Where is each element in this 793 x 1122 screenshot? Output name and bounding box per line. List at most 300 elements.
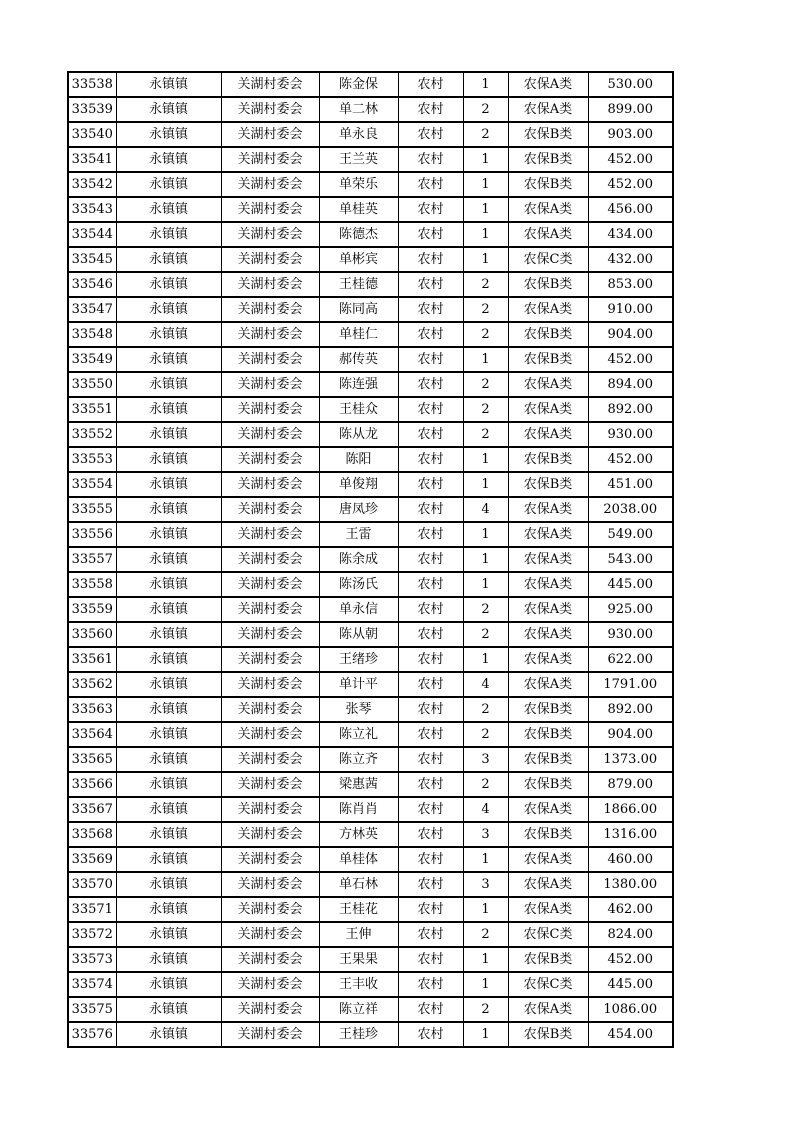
insurance-category-cell: 农保A类 — [508, 547, 588, 572]
town-cell: 永镇镇 — [116, 797, 221, 822]
village-committee-cell: 关湖村委会 — [221, 847, 319, 872]
household-type-cell: 农村 — [398, 197, 463, 222]
amount-cell: 460.00 — [588, 847, 673, 872]
insurance-category-cell: 农保B类 — [508, 1022, 588, 1047]
insurance-category-cell: 农保A类 — [508, 497, 588, 522]
town-cell: 永镇镇 — [116, 547, 221, 572]
serial-number-cell: 33551 — [68, 397, 116, 422]
serial-number-cell: 33564 — [68, 722, 116, 747]
serial-number-cell: 33566 — [68, 772, 116, 797]
village-committee-cell: 关湖村委会 — [221, 347, 319, 372]
amount-cell: 1791.00 — [588, 672, 673, 697]
serial-number-cell: 33568 — [68, 822, 116, 847]
village-committee-cell: 关湖村委会 — [221, 447, 319, 472]
household-type-cell: 农村 — [398, 897, 463, 922]
person-name-cell: 陈德杰 — [319, 222, 398, 247]
table-row — [68, 622, 673, 647]
town-cell: 永镇镇 — [116, 247, 221, 272]
person-count-cell: 2 — [463, 997, 508, 1022]
town-cell: 永镇镇 — [116, 397, 221, 422]
village-committee-cell: 关湖村委会 — [221, 297, 319, 322]
village-committee-cell: 关湖村委会 — [221, 897, 319, 922]
household-type-cell: 农村 — [398, 97, 463, 122]
village-committee-cell: 关湖村委会 — [221, 97, 319, 122]
serial-number-cell: 33572 — [68, 922, 116, 947]
household-type-cell: 农村 — [398, 797, 463, 822]
benefits-table — [67, 71, 674, 1048]
village-committee-cell: 关湖村委会 — [221, 872, 319, 897]
person-count-cell: 2 — [463, 297, 508, 322]
village-committee-cell: 关湖村委会 — [221, 497, 319, 522]
amount-cell: 530.00 — [588, 72, 673, 97]
serial-number-cell: 33549 — [68, 347, 116, 372]
amount-cell: 853.00 — [588, 272, 673, 297]
person-name-cell: 陈汤氏 — [319, 572, 398, 597]
household-type-cell: 农村 — [398, 322, 463, 347]
person-count-cell: 1 — [463, 347, 508, 372]
person-count-cell: 1 — [463, 522, 508, 547]
village-committee-cell: 关湖村委会 — [221, 597, 319, 622]
person-count-cell: 4 — [463, 672, 508, 697]
town-cell: 永镇镇 — [116, 122, 221, 147]
village-committee-cell: 关湖村委会 — [221, 622, 319, 647]
town-cell: 永镇镇 — [116, 897, 221, 922]
insurance-category-cell: 农保B类 — [508, 947, 588, 972]
insurance-category-cell: 农保B类 — [508, 172, 588, 197]
amount-cell: 1373.00 — [588, 747, 673, 772]
insurance-category-cell: 农保C类 — [508, 247, 588, 272]
town-cell: 永镇镇 — [116, 447, 221, 472]
household-type-cell: 农村 — [398, 297, 463, 322]
person-name-cell: 单永良 — [319, 122, 398, 147]
person-name-cell: 王伸 — [319, 922, 398, 947]
insurance-category-cell: 农保B类 — [508, 747, 588, 772]
serial-number-cell: 33552 — [68, 422, 116, 447]
insurance-category-cell: 农保A类 — [508, 847, 588, 872]
table-row — [68, 97, 673, 122]
person-name-cell: 单彬宾 — [319, 247, 398, 272]
insurance-category-cell: 农保B类 — [508, 722, 588, 747]
amount-cell: 903.00 — [588, 122, 673, 147]
serial-number-cell: 33571 — [68, 897, 116, 922]
household-type-cell: 农村 — [398, 222, 463, 247]
amount-cell: 432.00 — [588, 247, 673, 272]
table-row — [68, 147, 673, 172]
insurance-category-cell: 农保A类 — [508, 97, 588, 122]
table-row — [68, 572, 673, 597]
amount-cell: 925.00 — [588, 597, 673, 622]
amount-cell: 894.00 — [588, 372, 673, 397]
village-committee-cell: 关湖村委会 — [221, 772, 319, 797]
table-row — [68, 222, 673, 247]
amount-cell: 904.00 — [588, 722, 673, 747]
amount-cell: 1380.00 — [588, 872, 673, 897]
town-cell: 永镇镇 — [116, 722, 221, 747]
town-cell: 永镇镇 — [116, 97, 221, 122]
person-name-cell: 王丰收 — [319, 972, 398, 997]
table-row — [68, 272, 673, 297]
table-row — [68, 647, 673, 672]
person-name-cell: 单桂体 — [319, 847, 398, 872]
town-cell: 永镇镇 — [116, 497, 221, 522]
village-committee-cell: 关湖村委会 — [221, 947, 319, 972]
person-count-cell: 1 — [463, 72, 508, 97]
person-count-cell: 1 — [463, 172, 508, 197]
village-committee-cell: 关湖村委会 — [221, 397, 319, 422]
town-cell: 永镇镇 — [116, 922, 221, 947]
person-name-cell: 王桂众 — [319, 397, 398, 422]
household-type-cell: 农村 — [398, 747, 463, 772]
table-row — [68, 422, 673, 447]
person-name-cell: 梁惠茜 — [319, 772, 398, 797]
insurance-category-cell: 农保A类 — [508, 597, 588, 622]
table-row — [68, 322, 673, 347]
insurance-category-cell: 农保C类 — [508, 922, 588, 947]
insurance-category-cell: 农保A类 — [508, 897, 588, 922]
person-name-cell: 王桂德 — [319, 272, 398, 297]
amount-cell: 904.00 — [588, 322, 673, 347]
serial-number-cell: 33565 — [68, 747, 116, 772]
town-cell: 永镇镇 — [116, 697, 221, 722]
town-cell: 永镇镇 — [116, 372, 221, 397]
person-count-cell: 1 — [463, 222, 508, 247]
insurance-category-cell: 农保A类 — [508, 872, 588, 897]
serial-number-cell: 33544 — [68, 222, 116, 247]
table-row — [68, 122, 673, 147]
person-name-cell: 张琴 — [319, 697, 398, 722]
town-cell: 永镇镇 — [116, 272, 221, 297]
town-cell: 永镇镇 — [116, 222, 221, 247]
household-type-cell: 农村 — [398, 272, 463, 297]
person-count-cell: 1 — [463, 897, 508, 922]
amount-cell: 930.00 — [588, 422, 673, 447]
person-count-cell: 1 — [463, 472, 508, 497]
amount-cell: 462.00 — [588, 897, 673, 922]
town-cell: 永镇镇 — [116, 822, 221, 847]
household-type-cell: 农村 — [398, 772, 463, 797]
serial-number-cell: 33539 — [68, 97, 116, 122]
person-count-cell: 1 — [463, 647, 508, 672]
town-cell: 永镇镇 — [116, 622, 221, 647]
village-committee-cell: 关湖村委会 — [221, 472, 319, 497]
household-type-cell: 农村 — [398, 722, 463, 747]
village-committee-cell: 关湖村委会 — [221, 997, 319, 1022]
town-cell: 永镇镇 — [116, 672, 221, 697]
table-row — [68, 797, 673, 822]
person-count-cell: 2 — [463, 922, 508, 947]
household-type-cell: 农村 — [398, 372, 463, 397]
serial-number-cell: 33574 — [68, 972, 116, 997]
amount-cell: 622.00 — [588, 647, 673, 672]
insurance-category-cell: 农保A类 — [508, 672, 588, 697]
person-name-cell: 单桂仁 — [319, 322, 398, 347]
table-row — [68, 397, 673, 422]
household-type-cell: 农村 — [398, 697, 463, 722]
household-type-cell: 农村 — [398, 247, 463, 272]
village-committee-cell: 关湖村委会 — [221, 747, 319, 772]
person-count-cell: 1 — [463, 947, 508, 972]
insurance-category-cell: 农保A类 — [508, 372, 588, 397]
village-committee-cell: 关湖村委会 — [221, 272, 319, 297]
serial-number-cell: 33570 — [68, 872, 116, 897]
insurance-category-cell: 农保A类 — [508, 197, 588, 222]
person-name-cell: 陈金保 — [319, 72, 398, 97]
town-cell: 永镇镇 — [116, 422, 221, 447]
insurance-category-cell: 农保A类 — [508, 422, 588, 447]
person-name-cell: 陈从龙 — [319, 422, 398, 447]
insurance-category-cell: 农保A类 — [508, 622, 588, 647]
town-cell: 永镇镇 — [116, 172, 221, 197]
amount-cell: 543.00 — [588, 547, 673, 572]
serial-number-cell: 33550 — [68, 372, 116, 397]
serial-number-cell: 33567 — [68, 797, 116, 822]
village-committee-cell: 关湖村委会 — [221, 922, 319, 947]
village-committee-cell: 关湖村委会 — [221, 547, 319, 572]
village-committee-cell: 关湖村委会 — [221, 222, 319, 247]
person-name-cell: 陈从朝 — [319, 622, 398, 647]
amount-cell: 1316.00 — [588, 822, 673, 847]
household-type-cell: 农村 — [398, 972, 463, 997]
serial-number-cell: 33541 — [68, 147, 116, 172]
serial-number-cell: 33556 — [68, 522, 116, 547]
person-count-cell: 1 — [463, 1022, 508, 1047]
insurance-category-cell: 农保A类 — [508, 522, 588, 547]
table-row — [68, 897, 673, 922]
table-row — [68, 997, 673, 1022]
table-row — [68, 1022, 673, 1047]
table-row — [68, 72, 673, 97]
serial-number-cell: 33540 — [68, 122, 116, 147]
household-type-cell: 农村 — [398, 397, 463, 422]
amount-cell: 899.00 — [588, 97, 673, 122]
village-committee-cell: 关湖村委会 — [221, 572, 319, 597]
person-count-cell: 2 — [463, 272, 508, 297]
household-type-cell: 农村 — [398, 122, 463, 147]
household-type-cell: 农村 — [398, 472, 463, 497]
household-type-cell: 农村 — [398, 572, 463, 597]
table-row — [68, 847, 673, 872]
insurance-category-cell: 农保A类 — [508, 997, 588, 1022]
village-committee-cell: 关湖村委会 — [221, 322, 319, 347]
village-committee-cell: 关湖村委会 — [221, 647, 319, 672]
amount-cell: 452.00 — [588, 172, 673, 197]
serial-number-cell: 33547 — [68, 297, 116, 322]
household-type-cell: 农村 — [398, 172, 463, 197]
person-name-cell: 单石林 — [319, 872, 398, 897]
person-count-cell: 1 — [463, 247, 508, 272]
town-cell: 永镇镇 — [116, 72, 221, 97]
person-name-cell: 单永信 — [319, 597, 398, 622]
town-cell: 永镇镇 — [116, 997, 221, 1022]
insurance-category-cell: 农保B类 — [508, 822, 588, 847]
table-row — [68, 297, 673, 322]
person-name-cell: 单荣乐 — [319, 172, 398, 197]
household-type-cell: 农村 — [398, 947, 463, 972]
person-count-cell: 3 — [463, 822, 508, 847]
person-name-cell: 陈立齐 — [319, 747, 398, 772]
person-name-cell: 方林英 — [319, 822, 398, 847]
serial-number-cell: 33542 — [68, 172, 116, 197]
amount-cell: 910.00 — [588, 297, 673, 322]
serial-number-cell: 33538 — [68, 72, 116, 97]
person-count-cell: 2 — [463, 97, 508, 122]
person-count-cell: 2 — [463, 722, 508, 747]
serial-number-cell: 33557 — [68, 547, 116, 572]
insurance-category-cell: 农保B类 — [508, 147, 588, 172]
serial-number-cell: 33558 — [68, 572, 116, 597]
serial-number-cell: 33575 — [68, 997, 116, 1022]
town-cell: 永镇镇 — [116, 472, 221, 497]
serial-number-cell: 33563 — [68, 697, 116, 722]
village-committee-cell: 关湖村委会 — [221, 422, 319, 447]
village-committee-cell: 关湖村委会 — [221, 822, 319, 847]
person-name-cell: 单桂英 — [319, 197, 398, 222]
amount-cell: 2038.00 — [588, 497, 673, 522]
person-count-cell: 2 — [463, 122, 508, 147]
table-body — [68, 72, 673, 1047]
person-count-cell: 3 — [463, 747, 508, 772]
person-name-cell: 单俊翔 — [319, 472, 398, 497]
town-cell: 永镇镇 — [116, 1022, 221, 1047]
town-cell: 永镇镇 — [116, 197, 221, 222]
village-committee-cell: 关湖村委会 — [221, 172, 319, 197]
table-row — [68, 672, 673, 697]
town-cell: 永镇镇 — [116, 647, 221, 672]
person-name-cell: 王桂珍 — [319, 1022, 398, 1047]
amount-cell: 452.00 — [588, 147, 673, 172]
table-row — [68, 547, 673, 572]
amount-cell: 454.00 — [588, 1022, 673, 1047]
person-name-cell: 王果果 — [319, 947, 398, 972]
village-committee-cell: 关湖村委会 — [221, 372, 319, 397]
table-row — [68, 972, 673, 997]
amount-cell: 445.00 — [588, 572, 673, 597]
person-count-cell: 1 — [463, 547, 508, 572]
household-type-cell: 农村 — [398, 1022, 463, 1047]
serial-number-cell: 33561 — [68, 647, 116, 672]
village-committee-cell: 关湖村委会 — [221, 672, 319, 697]
table-row — [68, 472, 673, 497]
village-committee-cell: 关湖村委会 — [221, 972, 319, 997]
table-row — [68, 872, 673, 897]
person-name-cell: 单二林 — [319, 97, 398, 122]
serial-number-cell: 33548 — [68, 322, 116, 347]
town-cell: 永镇镇 — [116, 872, 221, 897]
town-cell: 永镇镇 — [116, 597, 221, 622]
serial-number-cell: 33555 — [68, 497, 116, 522]
serial-number-cell: 33562 — [68, 672, 116, 697]
table-row — [68, 197, 673, 222]
table-row — [68, 772, 673, 797]
person-name-cell: 陈阳 — [319, 447, 398, 472]
table-row — [68, 722, 673, 747]
person-name-cell: 郝传英 — [319, 347, 398, 372]
household-type-cell: 农村 — [398, 822, 463, 847]
person-name-cell: 王桂花 — [319, 897, 398, 922]
serial-number-cell: 33559 — [68, 597, 116, 622]
household-type-cell: 农村 — [398, 672, 463, 697]
household-type-cell: 农村 — [398, 422, 463, 447]
table-row — [68, 697, 673, 722]
person-count-cell: 2 — [463, 772, 508, 797]
insurance-category-cell: 农保B类 — [508, 697, 588, 722]
insurance-category-cell: 农保A类 — [508, 572, 588, 597]
village-committee-cell: 关湖村委会 — [221, 522, 319, 547]
person-name-cell: 陈余成 — [319, 547, 398, 572]
person-count-cell: 2 — [463, 422, 508, 447]
insurance-category-cell: 农保B类 — [508, 347, 588, 372]
village-committee-cell: 关湖村委会 — [221, 147, 319, 172]
insurance-category-cell: 农保A类 — [508, 647, 588, 672]
person-name-cell: 唐凤珍 — [319, 497, 398, 522]
amount-cell: 434.00 — [588, 222, 673, 247]
insurance-category-cell: 农保A类 — [508, 72, 588, 97]
person-count-cell: 1 — [463, 147, 508, 172]
table-row — [68, 247, 673, 272]
village-committee-cell: 关湖村委会 — [221, 247, 319, 272]
amount-cell: 452.00 — [588, 947, 673, 972]
person-count-cell: 1 — [463, 447, 508, 472]
table-row — [68, 747, 673, 772]
insurance-category-cell: 农保C类 — [508, 972, 588, 997]
household-type-cell: 农村 — [398, 447, 463, 472]
household-type-cell: 农村 — [398, 72, 463, 97]
town-cell: 永镇镇 — [116, 772, 221, 797]
person-count-cell: 4 — [463, 497, 508, 522]
amount-cell: 879.00 — [588, 772, 673, 797]
insurance-category-cell: 农保B类 — [508, 272, 588, 297]
serial-number-cell: 33553 — [68, 447, 116, 472]
town-cell: 永镇镇 — [116, 522, 221, 547]
serial-number-cell: 33545 — [68, 247, 116, 272]
insurance-category-cell: 农保B类 — [508, 772, 588, 797]
person-name-cell: 王绪珍 — [319, 647, 398, 672]
person-count-cell: 3 — [463, 872, 508, 897]
person-count-cell: 1 — [463, 847, 508, 872]
town-cell: 永镇镇 — [116, 747, 221, 772]
person-count-cell: 1 — [463, 572, 508, 597]
household-type-cell: 农村 — [398, 647, 463, 672]
amount-cell: 452.00 — [588, 447, 673, 472]
person-count-cell: 2 — [463, 697, 508, 722]
person-count-cell: 1 — [463, 197, 508, 222]
insurance-category-cell: 农保A类 — [508, 297, 588, 322]
amount-cell: 892.00 — [588, 397, 673, 422]
person-name-cell: 王雷 — [319, 522, 398, 547]
village-committee-cell: 关湖村委会 — [221, 197, 319, 222]
household-type-cell: 农村 — [398, 997, 463, 1022]
household-type-cell: 农村 — [398, 847, 463, 872]
serial-number-cell: 33543 — [68, 197, 116, 222]
serial-number-cell: 33560 — [68, 622, 116, 647]
table-row — [68, 372, 673, 397]
person-count-cell: 4 — [463, 797, 508, 822]
table-row — [68, 822, 673, 847]
village-committee-cell: 关湖村委会 — [221, 72, 319, 97]
village-committee-cell: 关湖村委会 — [221, 122, 319, 147]
insurance-category-cell: 农保A类 — [508, 397, 588, 422]
person-name-cell: 单计平 — [319, 672, 398, 697]
insurance-category-cell: 农保B类 — [508, 472, 588, 497]
insurance-category-cell: 农保B类 — [508, 122, 588, 147]
town-cell: 永镇镇 — [116, 322, 221, 347]
amount-cell: 456.00 — [588, 197, 673, 222]
person-count-cell: 1 — [463, 972, 508, 997]
person-count-cell: 2 — [463, 597, 508, 622]
household-type-cell: 农村 — [398, 922, 463, 947]
household-type-cell: 农村 — [398, 347, 463, 372]
amount-cell: 1866.00 — [588, 797, 673, 822]
